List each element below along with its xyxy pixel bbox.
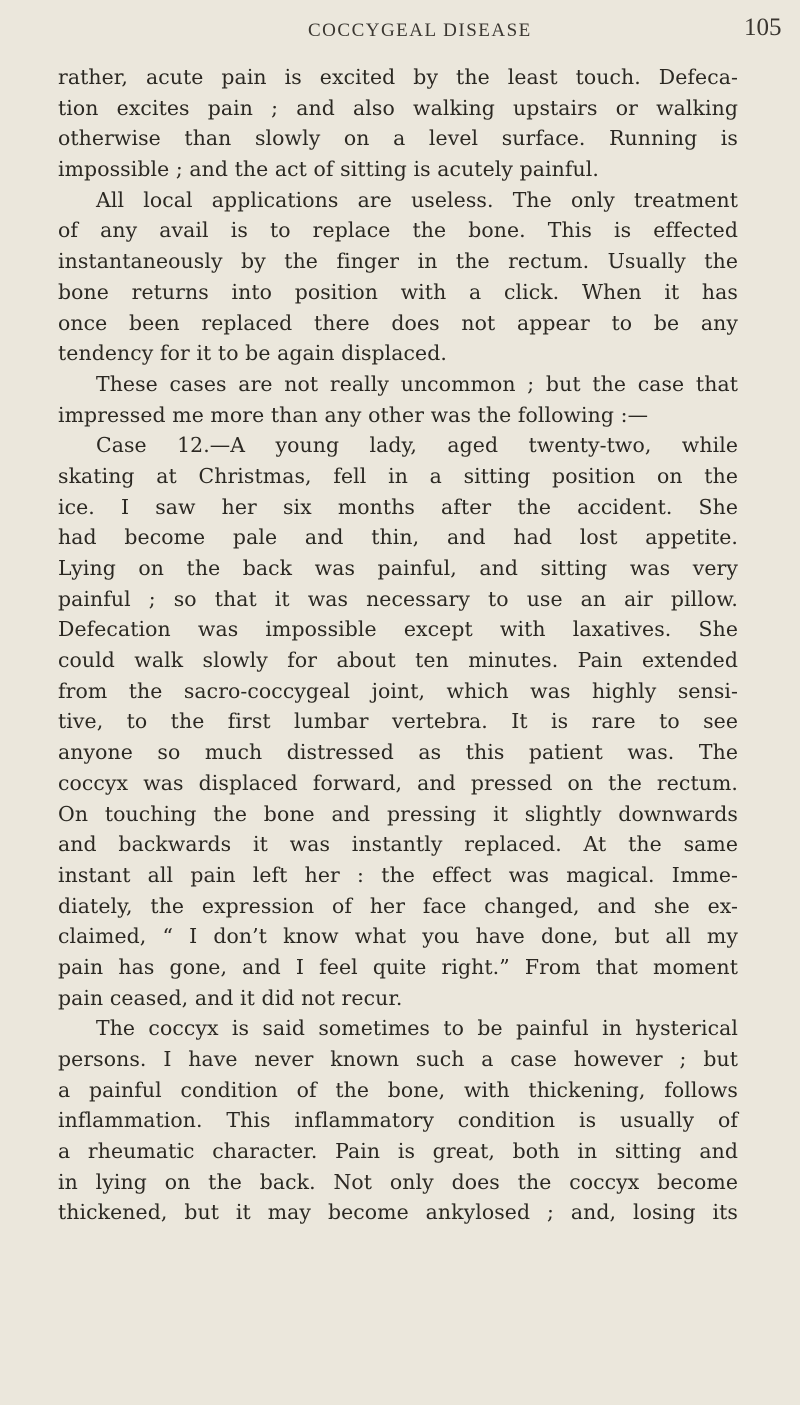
text-line: All local applications are useless. The only treatment bbox=[96, 187, 738, 212]
text-line: and backwards it was instantly replaced. At the same bbox=[58, 832, 738, 857]
body-text bbox=[58, 62, 738, 1228]
text-line: rather, acute pain is excited by the least touch. Defeca- bbox=[58, 65, 738, 89]
running-head-title: COCCYGEAL DISEASE bbox=[308, 20, 532, 41]
text-line: bone returns into position with a click. When it has bbox=[58, 279, 738, 304]
text-line: otherwise than slowly on a level surface. Running is bbox=[58, 126, 738, 151]
text-line: ice. I saw her six months after the accident. She bbox=[58, 494, 738, 519]
text-line: claimed, “ I don’t know what you have done, but all my bbox=[58, 924, 738, 949]
text-line: a painful condition of the bone, with thickening, follows bbox=[58, 1077, 738, 1102]
text-line: impressed me more than any other was the following :— bbox=[58, 402, 649, 427]
text-line: could walk slowly for about ten minutes. Pain extended bbox=[58, 648, 738, 673]
text-line: persons. I have never known such a case however ; but bbox=[58, 1047, 738, 1071]
text-line: Case 12.—A young lady, aged twenty-two, while bbox=[96, 433, 738, 458]
text-line: tive, to the first lumbar vertebra. It is rare to see bbox=[58, 709, 738, 734]
text-line: painful ; so that it was necessary to use an air pillow. bbox=[58, 586, 738, 611]
text-line: anyone so much distressed as this patient was. The bbox=[58, 740, 738, 765]
text-line: Lying on the back was painful, and sitting was very bbox=[58, 556, 738, 580]
text-line: inflammation. This inflammatory condition is usually of bbox=[58, 1108, 738, 1133]
text-line: The coccyx is said sometimes to be painful in hysterical bbox=[96, 1016, 738, 1041]
text-line: of any avail is to replace the bone. This is effected bbox=[58, 218, 738, 243]
text-line: thickened, but it may become ankylosed ; and, losing its bbox=[58, 1200, 738, 1225]
text-line: tion excites pain ; and also walking upstairs or walking bbox=[58, 95, 738, 120]
text-line: instantaneously by the finger in the rectum. Usually the bbox=[58, 249, 738, 274]
text-line: Defecation was impossible except with laxatives. She bbox=[58, 617, 738, 642]
text-line: pain ceased, and it did not recur. bbox=[58, 985, 403, 1010]
text-line: had become pale and thin, and had lost appetite. bbox=[58, 525, 738, 550]
text-line: instant all pain left her : the effect was magical. Imme- bbox=[58, 862, 738, 887]
text-line: diately, the expression of her face changed, and she ex- bbox=[58, 893, 738, 918]
text-line: from the sacro-coccygeal joint, which was highly sensi- bbox=[58, 678, 738, 703]
text-line: These cases are not really uncommon ; but the case that bbox=[96, 371, 738, 396]
text-line: impossible ; and the act of sitting is acutely painful. bbox=[58, 157, 599, 182]
text-line: a rheumatic character. Pain is great, both in sitting and bbox=[58, 1139, 738, 1164]
text-line: in lying on the back. Not only does the coccyx become bbox=[58, 1169, 738, 1194]
text-line: On touching the bone and pressing it slightly downwards bbox=[58, 801, 738, 826]
text-line: pain has gone, and I feel quite right.” From that moment bbox=[58, 954, 738, 979]
running-head bbox=[0, 14, 800, 44]
text-line: coccyx was displaced forward, and pressed on the rectum. bbox=[58, 770, 738, 795]
text-line: skating at Christmas, fell in a sitting position on the bbox=[58, 463, 738, 488]
page-number: 105 bbox=[744, 14, 782, 41]
text-line: once been replaced there does not appear to be any bbox=[58, 310, 738, 335]
text-line: tendency for it to be again displaced. bbox=[58, 341, 447, 366]
